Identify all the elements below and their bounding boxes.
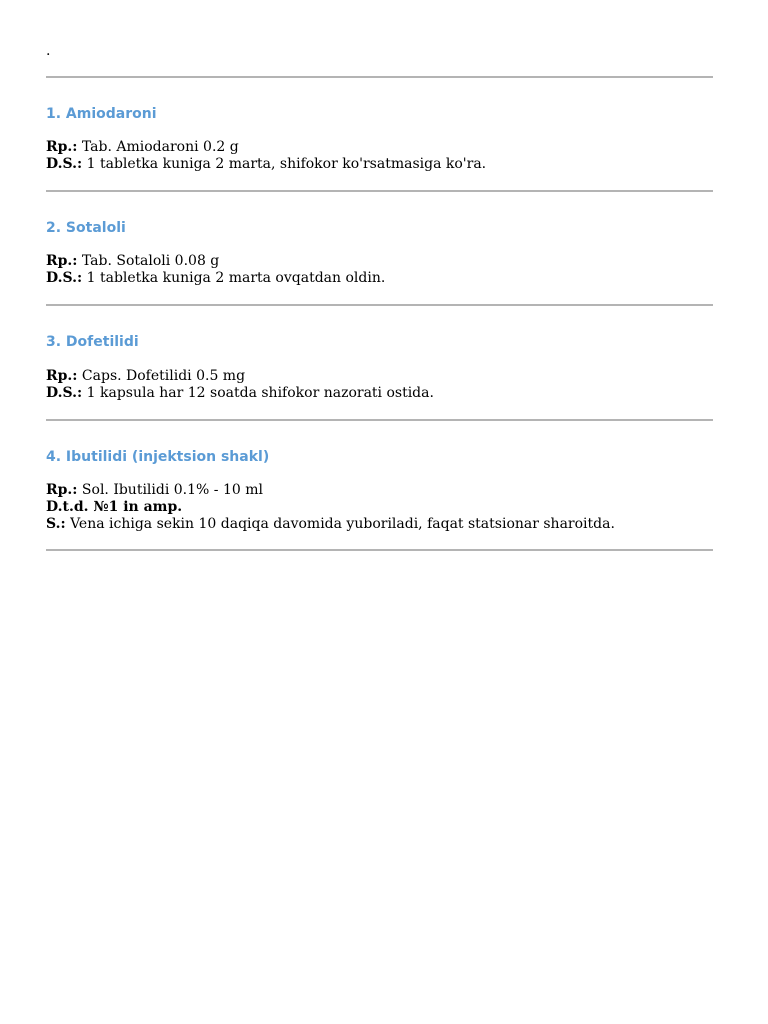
dtd-line: D.t.d. №1 in amp. (46, 499, 183, 515)
rx-line (46, 368, 434, 385)
rx-label: Rp.: (46, 139, 78, 155)
section-divider (46, 419, 713, 421)
signa-line (46, 516, 615, 533)
section-title-sotaloli: 2. Sotaloli (46, 220, 126, 236)
ds-text: 1 tabletka kuniga 2 marta ovqatdan oldin. (86, 270, 386, 286)
ds-label: D.S.: (46, 156, 83, 172)
prescription-amiodaroni (46, 139, 486, 173)
ds-text: 1 kapsula har 12 soatda shifokor nazorati ostida. (86, 385, 434, 401)
section-divider (46, 304, 713, 306)
rx-line (46, 253, 385, 270)
signa-label: S.: (46, 516, 66, 532)
section-title-dofetilidi: 3. Dofetilidi (46, 334, 139, 350)
section-title-amiodaroni: 1. Amiodaroni (46, 106, 157, 122)
prescription-dofetilidi (46, 368, 434, 402)
rx-line (46, 482, 615, 499)
ds-label: D.S.: (46, 270, 83, 286)
lead-mark: . (46, 43, 51, 59)
ds-text: 1 tabletka kuniga 2 marta, shifokor ko'rsatmasiga ko'ra. (86, 156, 487, 172)
signa-text: Vena ichiga sekin 10 daqiqa davomida yuboriladi, faqat statsionar sharoitda. (70, 516, 615, 532)
ds-line (46, 385, 434, 402)
rx-label: Rp.: (46, 368, 78, 384)
section-title-ibutilidi: 4. Ibutilidi (injektsion shakl) (46, 449, 270, 465)
section-divider (46, 190, 713, 192)
ds-label: D.S.: (46, 385, 83, 401)
section-divider (46, 76, 713, 78)
ds-line (46, 270, 385, 287)
rx-text: Tab. Amiodaroni 0.2 g (81, 139, 239, 155)
rx-label: Rp.: (46, 482, 78, 498)
section-divider (46, 549, 713, 551)
rx-label: Rp.: (46, 253, 78, 269)
prescription-ibutilidi (46, 482, 615, 533)
rx-line (46, 139, 486, 156)
rx-text: Caps. Dofetilidi 0.5 mg (81, 368, 246, 384)
ds-line (46, 156, 486, 173)
rx-text: Sol. Ibutilidi 0.1% - 10 ml (81, 482, 263, 498)
rx-text: Tab. Sotaloli 0.08 g (81, 253, 220, 269)
prescription-sotaloli (46, 253, 385, 287)
